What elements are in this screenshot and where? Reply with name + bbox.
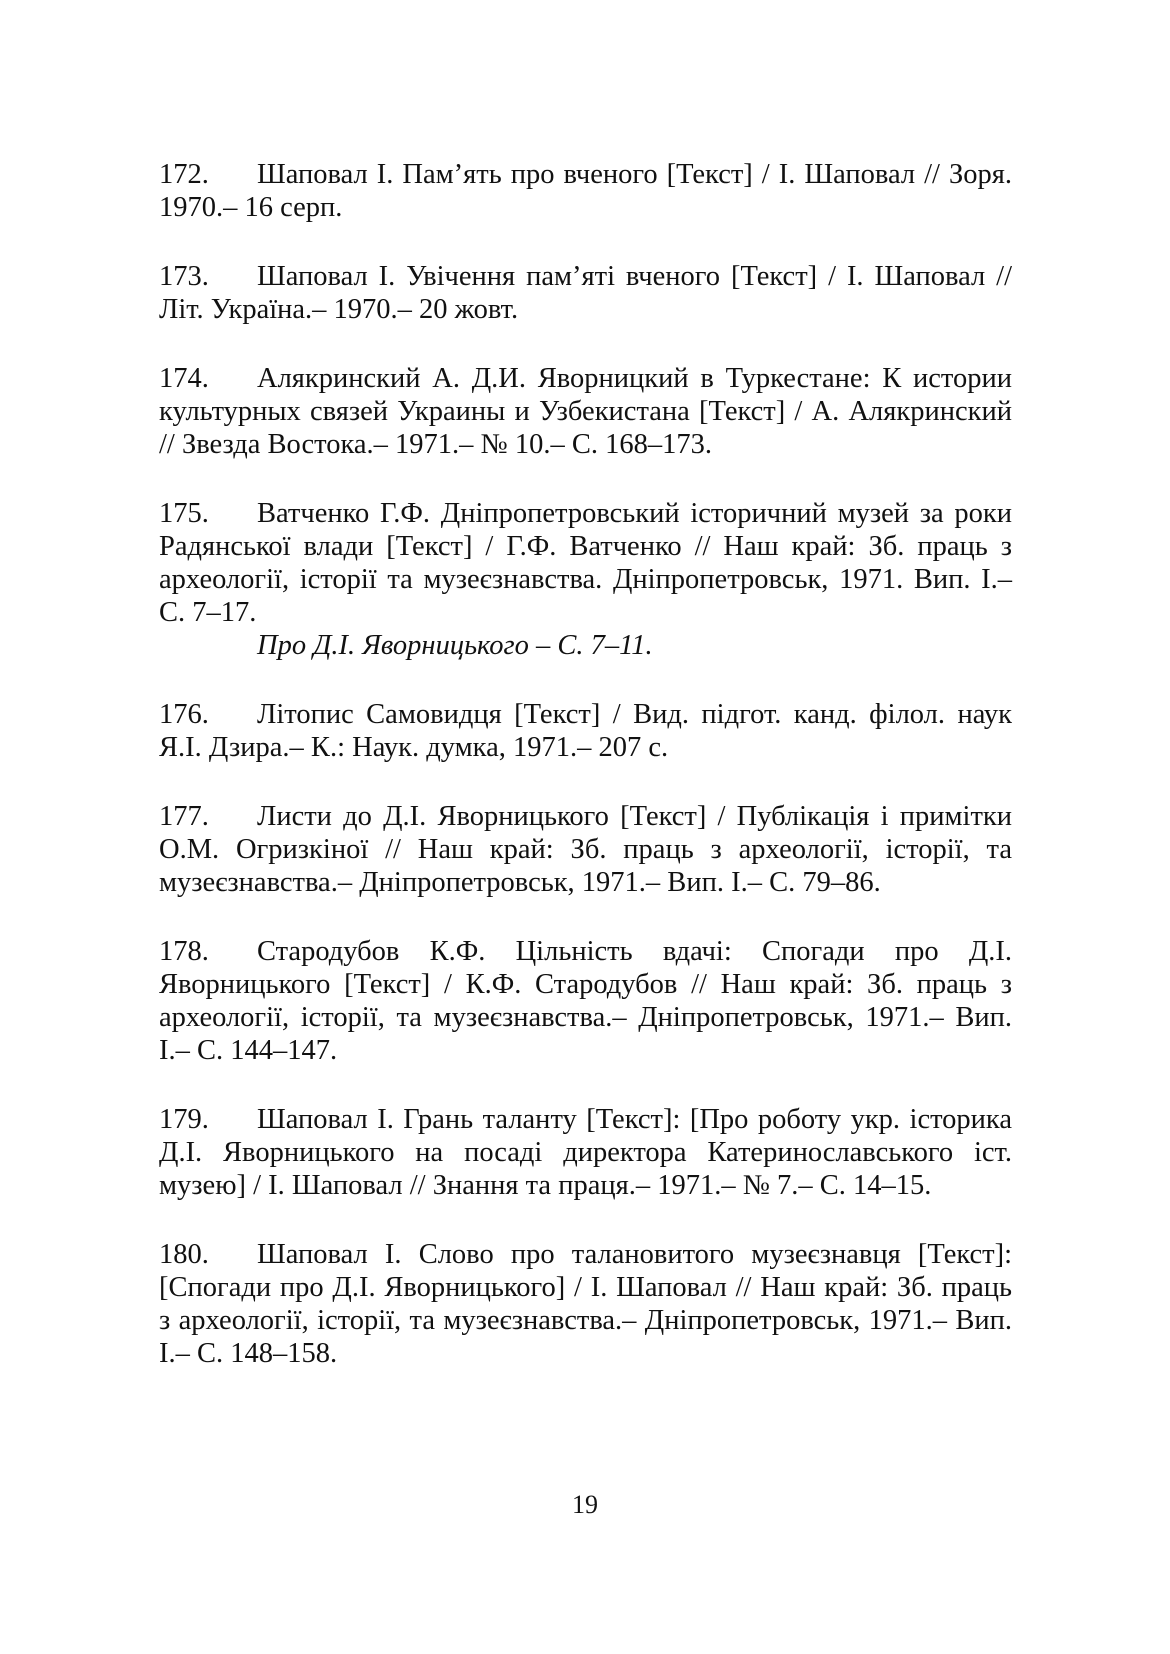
entry-number: 174. — [159, 363, 209, 394]
entry-number: 178. — [159, 936, 209, 967]
entry-text: Шаповал І. Грань таланту [Текст]: [Про роботу укр. історика Д.І. Яворницького на посаді директора Катеринославського іст. музею] / І. Шаповал // Знання та праця.– 1971.– № 7.– С. 14–15. — [159, 1104, 1012, 1201]
entry-number: 176. — [159, 699, 209, 730]
bibliography-entry-175 — [159, 497, 1012, 662]
bibliography-page — [159, 158, 1012, 1406]
entry-text: Шаповал І. Слово про талановитого музеєзнавця [Текст]: [Спогади про Д.І. Яворницького] / І. Шаповал // Наш край: Зб. праць з археології, історії, та музеєзнавства.– Дніпропетровськ, 1971.– Вип. І.– С. 148–158. — [159, 1239, 1012, 1369]
entry-number: 175. — [159, 498, 209, 529]
entry-text: Шаповал І. Пам’ять про вченого [Текст] / І. Шаповал // Зоря. 1970.– 16 серп. — [159, 159, 1012, 223]
entry-note: Про Д.І. Яворницького – С. 7–11. — [257, 630, 653, 661]
entry-text: Алякринский А. Д.И. Яворницкий в Туркестане: К истории культурных связей Украины и Узбекистана [Текст] / А. Алякринский // Звезда Востока.– 1971.– № 10.– С. 168–173. — [159, 363, 1012, 460]
entry-number: 177. — [159, 801, 209, 832]
page-number: 19 — [572, 1490, 598, 1519]
entry-text: Літопис Самовидця [Текст] / Вид. підгот. канд. філол. наук Я.І. Дзира.– К.: Наук. думка, 1971.– 207 с. — [159, 699, 1012, 763]
bibliography-entry-180 — [159, 1238, 1012, 1370]
entry-text: Ватченко Г.Ф. Дніпропетровський історичний музей за роки Радянської влади [Текст] / Г.Ф. Ватченко // Наш край: Зб. праць з археології, історії та музеєзнавства. Дніпропетровськ, 1971. Вип. І.– С. 7–17. — [159, 498, 1012, 628]
entry-text: Стародубов К.Ф. Цільність вдачі: Спогади про Д.І. Яворницького [Текст] / К.Ф. Стародубов // Наш край: Зб. праць з археології, історії, та музеєзнавства.– Дніпропетровськ, 1971.– Вип. І.– С. 144–147. — [159, 936, 1012, 1066]
entry-number: 172. — [159, 159, 209, 190]
bibliography-entry-174 — [159, 362, 1012, 461]
entry-number: 180. — [159, 1239, 209, 1270]
bibliography-entry-172 — [159, 158, 1012, 224]
bibliography-entry-179 — [159, 1103, 1012, 1202]
entry-number: 179. — [159, 1104, 209, 1135]
bibliography-entry-176 — [159, 698, 1012, 764]
entry-number: 173. — [159, 261, 209, 292]
entry-text: Листи до Д.І. Яворницького [Текст] / Публікація і примітки О.М. Огризкіної // Наш край: Зб. праць з археології, історії, та музеєзнавства.– Дніпропетровськ, 1971.– Вип. І.– С. 79–86. — [159, 801, 1012, 898]
bibliography-entry-178 — [159, 935, 1012, 1067]
bibliography-entry-173 — [159, 260, 1012, 326]
bibliography-entry-177 — [159, 800, 1012, 899]
entry-text: Шаповал І. Увічення пам’яті вченого [Текст] / І. Шаповал // Літ. Україна.– 1970.– 20 жовт. — [159, 261, 1012, 325]
